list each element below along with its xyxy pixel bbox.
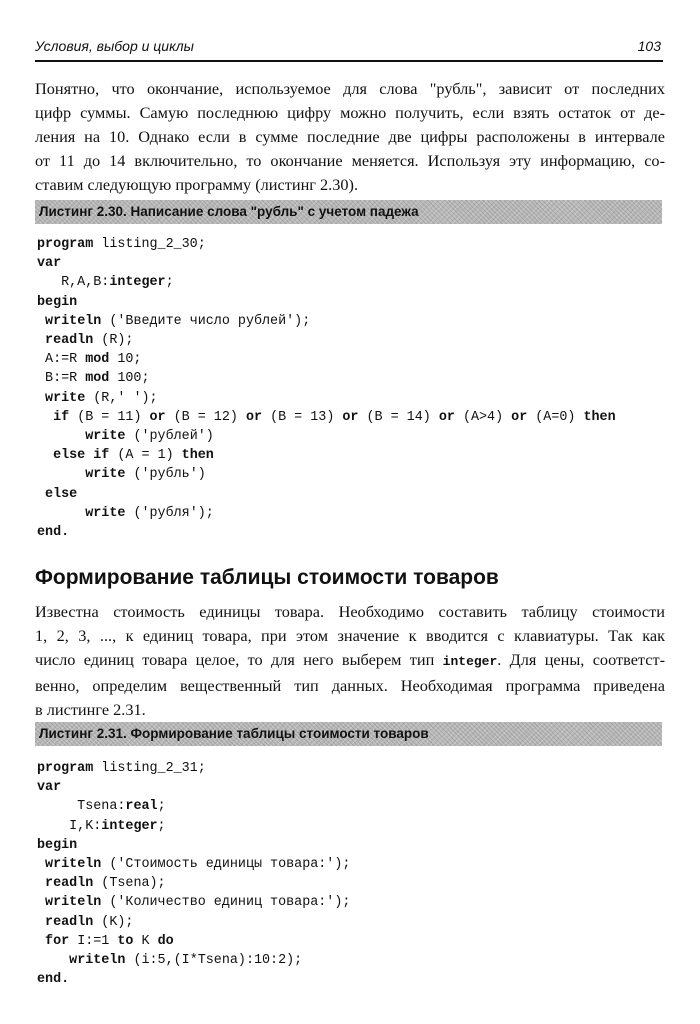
code-text: (B = 13) [262,409,343,425]
running-header [35,38,663,62]
code-text: (B = 14) [358,409,439,425]
code-text: I:=1 [69,933,118,949]
text-line: цифр суммы. Самую последнюю цифру можно получить, если взять остаток от де- [35,103,665,122]
code-keyword: program [37,761,94,776]
code-keyword: end. [37,525,70,541]
code-text: ('рублей') [125,429,214,445]
code-text: (R,' '); [85,390,158,406]
code-keyword: writeln [45,313,102,329]
listing-2-30-caption: Листинг 2.30. Написание слова "рубль" с учетом падежа [35,200,662,224]
code-line [37,273,616,292]
code-line [37,465,616,484]
code-text [37,895,45,910]
code-line [37,836,350,855]
code-text: ; [157,818,166,834]
code-text: ('Введите число рублей'); [101,313,311,329]
code-text [37,506,85,521]
code-line [37,293,616,312]
code-keyword: real [125,799,158,815]
text-line [35,600,665,624]
code-text: (Tsena); [93,876,166,892]
text-line [35,698,665,722]
code-line [37,485,616,504]
code-keyword: then [583,409,616,425]
code-line [37,235,616,254]
code-line [37,855,350,874]
code-text [37,448,53,463]
code-keyword: program [37,237,94,252]
code-keyword: write [85,429,126,445]
code-line [37,932,350,951]
code-keyword: begin [37,294,78,310]
code-text: K [133,933,158,949]
code-keyword: do [157,933,174,949]
text-line: от 11 до 14 включительно, то окончание меняется. Используя эту информацию, со- [35,151,665,170]
code-line [37,913,350,932]
listing-2-31-caption: Листинг 2.31. Формирование таблицы стоимости товаров [35,722,662,746]
code-keyword: else if [53,448,110,464]
code-line [37,427,616,446]
code-keyword: for [45,933,70,949]
code-text: ; [165,275,174,291]
code-keyword: mod [85,371,110,387]
code-text: (A=0) [527,409,584,425]
code-text [37,314,45,329]
text-line [35,648,665,674]
code-line [37,759,350,778]
code-line [37,778,350,797]
code-text [37,333,45,348]
code-text [37,487,45,502]
section-heading: Формирование таблицы стоимости товаров [35,566,499,589]
code-line [37,389,616,408]
code-line [37,254,616,273]
code-keyword: writeln [45,857,102,873]
code-keyword: or [511,409,528,425]
code-text [37,915,45,930]
code-line [37,331,616,350]
code-keyword: writeln [45,895,102,911]
code-line [37,504,616,523]
code-text: listing_2_31; [93,761,206,776]
code-line [37,797,350,816]
section-paragraph [35,600,665,722]
code-text: (i:5,(I*Tsena):10:2); [125,953,303,969]
code-keyword: var [37,256,62,272]
code-text: ('Количество единиц товара:'); [101,895,351,911]
code-keyword: or [149,409,166,425]
code-keyword: var [37,780,62,796]
code-keyword: end. [37,972,70,988]
code-keyword: integer [109,275,166,291]
text-line: ставим следующую программу (листинг 2.30). [35,175,359,194]
inline-code: integer [442,654,498,669]
code-text: B:=R [37,371,86,387]
code-keyword: or [342,409,359,425]
text-segment: Известна стоимость единицы товара. Необходимо составить таблицу стоимости [35,602,665,621]
code-text: ('Стоимость единицы товара:'); [101,857,351,873]
code-text: Tsena: [37,799,126,815]
code-keyword: readln [45,876,94,892]
text-line: ления на 10. Однако если в сумме последние две цифры расположены в интервале [35,127,665,146]
text-segment: 1, 2, 3, ..., к единиц товара, при этом значение к вводится с клавиатуры. Так как [35,626,665,645]
page-number: 103 [637,38,661,54]
code-text: (B = 11) [69,409,150,425]
code-line [37,817,350,836]
code-text [37,410,53,425]
code-keyword: if [53,409,70,425]
code-text: (B = 12) [165,409,246,425]
listing-2-31-code [37,759,350,989]
code-line [37,312,616,331]
code-text: R,A,B: [37,275,110,291]
code-text [37,953,69,968]
text-segment: в листинге 2.31. [35,700,146,719]
code-text [37,467,85,482]
code-keyword: write [85,505,126,521]
intro-paragraph [35,77,665,197]
code-line [37,446,616,465]
code-line [37,523,616,542]
code-keyword: begin [37,837,78,853]
code-line [37,970,350,989]
text-line: Понятно, что окончание, используемое для слова "рубль", зависит от последних [35,79,665,98]
code-keyword: or [245,409,263,425]
code-text [37,429,85,444]
code-keyword: writeln [69,953,126,969]
text-segment: венно, определим вещественный тип данных. Необходимая программа приведена [35,676,665,695]
code-text: A:=R [37,352,86,368]
code-line [37,951,350,970]
code-text [37,934,45,949]
code-keyword: to [117,933,134,949]
code-keyword: write [85,467,126,483]
code-text: listing_2_30; [93,237,206,252]
code-text [37,876,45,891]
code-text: (R); [93,333,134,349]
code-text: (K); [93,914,134,930]
code-text: I,K: [37,818,102,834]
code-text: 100; [109,371,150,387]
code-text: ('рубля'); [125,505,214,521]
text-segment: . Для цены, соответст- [497,650,666,669]
code-line [37,893,350,912]
code-line [37,408,616,427]
code-text: (A = 1) [109,448,182,464]
text-line [35,674,665,698]
code-line [37,369,616,388]
code-line [37,874,350,893]
code-keyword: else [45,486,78,502]
code-keyword: readln [45,333,94,349]
text-line [35,624,665,648]
code-line [37,350,616,369]
code-keyword: integer [101,818,158,834]
text-segment: число единиц товара целое, то для него выберем тип [35,650,443,669]
code-text: (A>4) [454,409,512,425]
code-keyword: write [45,390,86,406]
code-keyword: or [438,409,455,425]
code-text: ('рубль') [125,467,206,483]
code-text [37,857,45,872]
code-text [37,391,45,406]
listing-2-30-code [37,235,616,542]
code-keyword: readln [45,914,94,930]
code-text: 10; [109,352,142,368]
chapter-title: Условия, выбор и циклы [35,38,194,54]
code-keyword: mod [85,352,110,368]
code-keyword: then [181,448,214,464]
code-text: ; [157,799,166,815]
